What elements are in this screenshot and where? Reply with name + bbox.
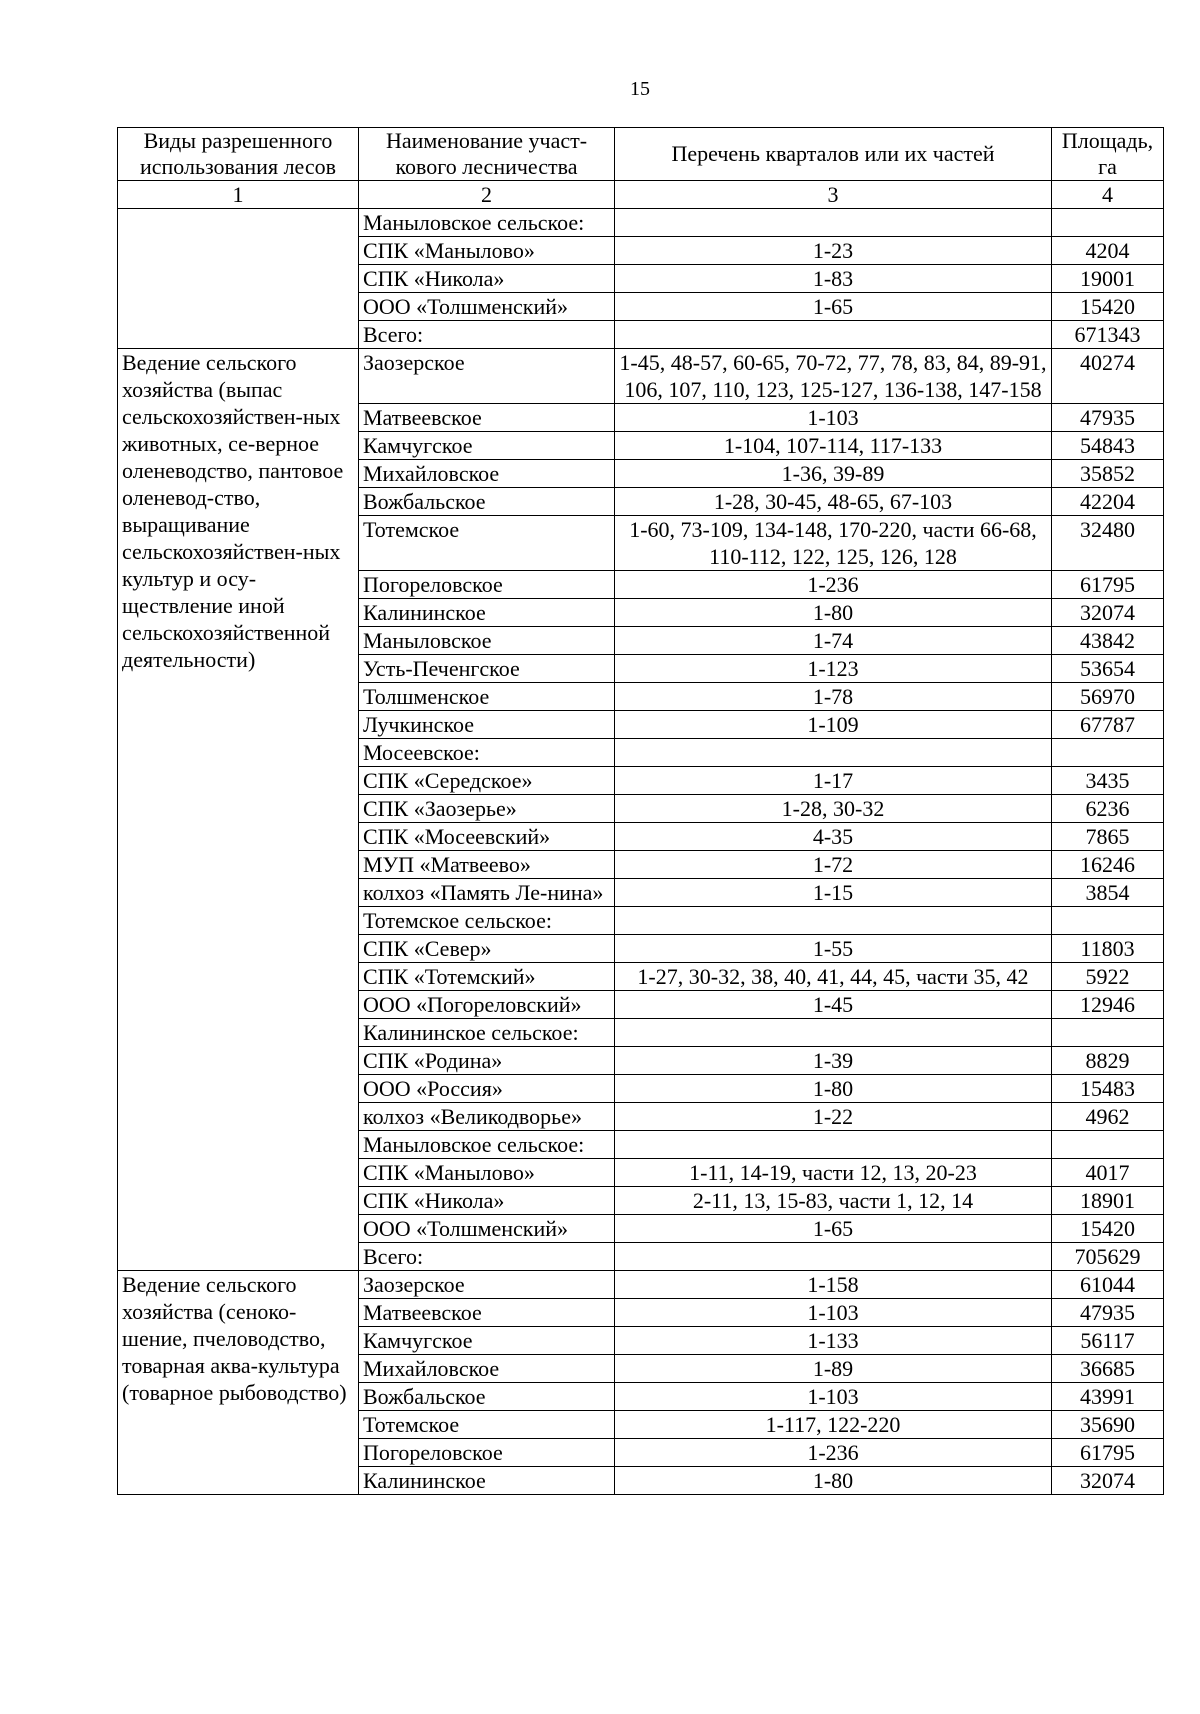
area-cell: 15483 [1052, 1075, 1164, 1103]
quarters-cell: 1-80 [615, 1075, 1052, 1103]
area-cell: 12946 [1052, 991, 1164, 1019]
forestry-name-cell: Заозерское [359, 1271, 615, 1299]
area-cell: 4204 [1052, 237, 1164, 265]
forestry-name-cell: ООО «Россия» [359, 1075, 615, 1103]
quarters-cell: 1-45, 48-57, 60-65, 70-72, 77, 78, 83, 84, 89-91, 106, 107, 110, 123, 125-127, 136-138, 147-158 [615, 349, 1052, 404]
quarters-cell: 1-15 [615, 879, 1052, 907]
area-cell: 36685 [1052, 1355, 1164, 1383]
quarters-cell: 1-65 [615, 293, 1052, 321]
area-cell: 705629 [1052, 1243, 1164, 1271]
quarters-cell: 1-78 [615, 683, 1052, 711]
area-cell: 7865 [1052, 823, 1164, 851]
area-cell: 19001 [1052, 265, 1164, 293]
table-row [118, 349, 1164, 404]
forestry-name-cell: Матвеевское [359, 404, 615, 432]
quarters-cell: 2-11, 13, 15-83, части 1, 12, 14 [615, 1187, 1052, 1215]
quarters-cell: 1-158 [615, 1271, 1052, 1299]
forestry-name-cell: СПК «Манылово» [359, 1159, 615, 1187]
area-cell: 4017 [1052, 1159, 1164, 1187]
area-cell: 16246 [1052, 851, 1164, 879]
forestry-name-cell: Калининское [359, 599, 615, 627]
quarters-cell: 1-55 [615, 935, 1052, 963]
forestry-name-cell: СПК «Никола» [359, 1187, 615, 1215]
area-cell: 40274 [1052, 349, 1164, 404]
area-cell: 53654 [1052, 655, 1164, 683]
quarters-cell [615, 209, 1052, 237]
forestry-name-cell: Михайловское [359, 1355, 615, 1383]
forestry-name-cell: МУП «Матвеево» [359, 851, 615, 879]
forestry-name-cell: Лучкинское [359, 711, 615, 739]
forestry-name-cell: Вожбальское [359, 488, 615, 516]
header-use-type: Виды разрешенного использования лесов [118, 128, 359, 181]
quarters-cell: 1-123 [615, 655, 1052, 683]
header-row [118, 128, 1164, 181]
area-cell: 35690 [1052, 1411, 1164, 1439]
forestry-name-cell: ООО «Погореловский» [359, 991, 615, 1019]
forestry-name-cell: Тотемское сельское: [359, 907, 615, 935]
forestry-name-cell: Толшменское [359, 683, 615, 711]
area-cell: 32074 [1052, 1467, 1164, 1495]
area-cell: 61044 [1052, 1271, 1164, 1299]
forestry-name-cell: Камчугское [359, 432, 615, 460]
area-cell: 61795 [1052, 571, 1164, 599]
area-cell: 15420 [1052, 293, 1164, 321]
forestry-name-cell: СПК «Середское» [359, 767, 615, 795]
quarters-cell: 1-103 [615, 404, 1052, 432]
area-cell: 671343 [1052, 321, 1164, 349]
quarters-cell: 1-109 [615, 711, 1052, 739]
area-cell: 8829 [1052, 1047, 1164, 1075]
forestry-name-cell: СПК «Манылово» [359, 237, 615, 265]
quarters-cell: 4-35 [615, 823, 1052, 851]
area-cell [1052, 1019, 1164, 1047]
forestry-name-cell: Всего: [359, 321, 615, 349]
quarters-cell: 1-28, 30-45, 48-65, 67-103 [615, 488, 1052, 516]
area-cell: 11803 [1052, 935, 1164, 963]
area-cell: 42204 [1052, 488, 1164, 516]
forestry-name-cell: Калининское [359, 1467, 615, 1495]
quarters-cell: 1-28, 30-32 [615, 795, 1052, 823]
quarters-cell [615, 1243, 1052, 1271]
quarters-cell: 1-133 [615, 1327, 1052, 1355]
quarters-cell [615, 1131, 1052, 1159]
quarters-cell: 1-60, 73-109, 134-148, 170-220, части 66-68, 110-112, 122, 125, 126, 128 [615, 516, 1052, 571]
forestry-name-cell: Маныловское сельское: [359, 1131, 615, 1159]
quarters-cell: 1-45 [615, 991, 1052, 1019]
header-forestry-name: Наименование участ-кового лесничества [359, 128, 615, 181]
area-cell: 6236 [1052, 795, 1164, 823]
forestry-name-cell: СПК «Заозерье» [359, 795, 615, 823]
forestry-name-cell: Михайловское [359, 460, 615, 488]
quarters-cell [615, 1019, 1052, 1047]
area-cell: 15420 [1052, 1215, 1164, 1243]
forestry-name-cell: ООО «Толшменский» [359, 293, 615, 321]
quarters-cell: 1-11, 14-19, части 12, 13, 20-23 [615, 1159, 1052, 1187]
column-number: 3 [615, 181, 1052, 209]
area-cell: 54843 [1052, 432, 1164, 460]
quarters-cell: 1-103 [615, 1383, 1052, 1411]
quarters-cell: 1-80 [615, 1467, 1052, 1495]
area-cell: 35852 [1052, 460, 1164, 488]
area-cell: 67787 [1052, 711, 1164, 739]
area-cell: 18901 [1052, 1187, 1164, 1215]
forestry-name-cell: Вожбальское [359, 1383, 615, 1411]
area-cell [1052, 209, 1164, 237]
column-number: 1 [118, 181, 359, 209]
forestry-name-cell: колхоз «Великодворье» [359, 1103, 615, 1131]
quarters-cell: 1-117, 122-220 [615, 1411, 1052, 1439]
forestry-name-cell: Погореловское [359, 571, 615, 599]
column-number: 4 [1052, 181, 1164, 209]
forestry-name-cell: Камчугское [359, 1327, 615, 1355]
forestry-name-cell: СПК «Никола» [359, 265, 615, 293]
area-cell: 47935 [1052, 404, 1164, 432]
quarters-cell: 1-65 [615, 1215, 1052, 1243]
forestry-name-cell: Усть-Печенгское [359, 655, 615, 683]
forestry-name-cell: Мосеевское: [359, 739, 615, 767]
quarters-cell: 1-27, 30-32, 38, 40, 41, 44, 45, части 35, 42 [615, 963, 1052, 991]
forestry-name-cell: Маныловское сельское: [359, 209, 615, 237]
area-cell [1052, 739, 1164, 767]
forestry-name-cell: СПК «Родина» [359, 1047, 615, 1075]
area-cell: 3435 [1052, 767, 1164, 795]
use-type-cell: Ведение сельского хозяйства (сеноко-шение, пчеловодство, товарная аква-культура (товарное рыбоводство) [118, 1271, 359, 1495]
forestry-name-cell: Заозерское [359, 349, 615, 404]
area-cell [1052, 907, 1164, 935]
quarters-cell: 1-22 [615, 1103, 1052, 1131]
forestry-name-cell: Тотемское [359, 1411, 615, 1439]
quarters-cell: 1-103 [615, 1299, 1052, 1327]
use-type-cell: Ведение сельского хозяйства (выпас сельскохозяйствен-ных животных, се-верное оленеводство, пантовое оленевод-ство, выращивание сельскохозяйствен-ных культур и осу-ществление иной сельскохозяйственной деятельности) [118, 349, 359, 1271]
forestry-name-cell: Всего: [359, 1243, 615, 1271]
table-row [118, 1271, 1164, 1299]
quarters-cell: 1-80 [615, 599, 1052, 627]
quarters-cell: 1-72 [615, 851, 1052, 879]
forestry-name-cell: колхоз «Память Ле-нина» [359, 879, 615, 907]
quarters-cell: 1-23 [615, 237, 1052, 265]
quarters-cell: 1-83 [615, 265, 1052, 293]
area-cell [1052, 1131, 1164, 1159]
area-cell: 32480 [1052, 516, 1164, 571]
area-cell: 5922 [1052, 963, 1164, 991]
quarters-cell: 1-39 [615, 1047, 1052, 1075]
quarters-cell: 1-236 [615, 1439, 1052, 1467]
quarters-cell [615, 739, 1052, 767]
page-number: 15 [630, 78, 650, 100]
forestry-name-cell: СПК «Мосеевский» [359, 823, 615, 851]
forestry-name-cell: Тотемское [359, 516, 615, 571]
area-cell: 56970 [1052, 683, 1164, 711]
area-cell: 56117 [1052, 1327, 1164, 1355]
area-cell: 43842 [1052, 627, 1164, 655]
quarters-cell: 1-74 [615, 627, 1052, 655]
area-cell: 32074 [1052, 599, 1164, 627]
area-cell: 4962 [1052, 1103, 1164, 1131]
quarters-cell: 1-17 [615, 767, 1052, 795]
column-number: 2 [359, 181, 615, 209]
quarters-cell: 1-104, 107-114, 117-133 [615, 432, 1052, 460]
quarters-cell [615, 321, 1052, 349]
quarters-cell: 1-89 [615, 1355, 1052, 1383]
area-cell: 3854 [1052, 879, 1164, 907]
forestry-name-cell: Калининское сельское: [359, 1019, 615, 1047]
table-body [118, 209, 1164, 1495]
quarters-cell: 1-236 [615, 571, 1052, 599]
header-area: Площадь, га [1052, 128, 1164, 181]
forestry-name-cell: Маныловское [359, 627, 615, 655]
forestry-name-cell: ООО «Толшменский» [359, 1215, 615, 1243]
area-cell: 43991 [1052, 1383, 1164, 1411]
forestry-name-cell: СПК «Тотемский» [359, 963, 615, 991]
area-cell: 47935 [1052, 1299, 1164, 1327]
column-number-row [118, 181, 1164, 209]
forest-use-table [117, 127, 1164, 1495]
table-row [118, 209, 1164, 237]
forestry-name-cell: СПК «Север» [359, 935, 615, 963]
area-cell: 61795 [1052, 1439, 1164, 1467]
quarters-cell: 1-36, 39-89 [615, 460, 1052, 488]
forestry-name-cell: Матвеевское [359, 1299, 615, 1327]
header-quarters-list: Перечень кварталов или их частей [615, 128, 1052, 181]
forestry-name-cell: Погореловское [359, 1439, 615, 1467]
quarters-cell [615, 907, 1052, 935]
use-type-cell [118, 209, 359, 349]
